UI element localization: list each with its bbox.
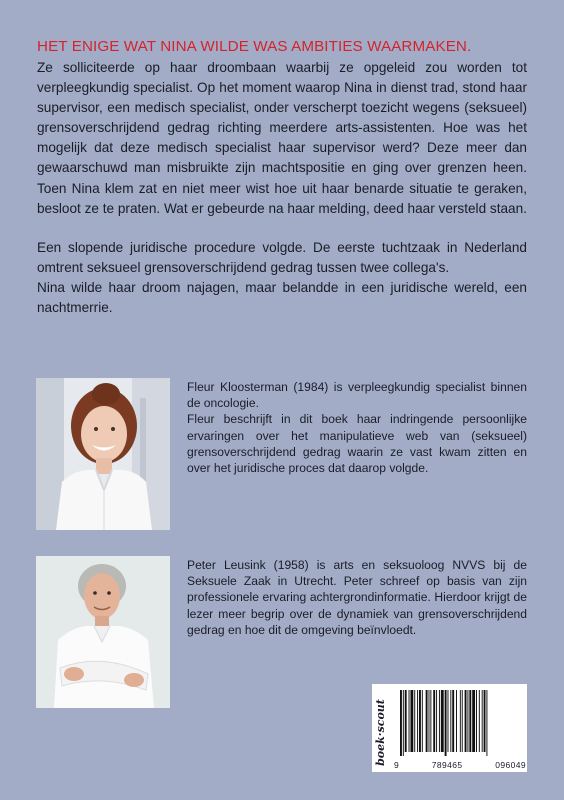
author-photo-fleur (36, 378, 170, 530)
isbn-number (394, 760, 526, 770)
isbn-digit-group-2: 096049 (495, 760, 526, 770)
author-portrait-2 (36, 556, 170, 708)
author1-bio-line-1: Fleur Kloosterman (1984) is verpleegkundig specialist binnen de oncologie. (187, 380, 527, 411)
publisher-name: boek·scout (373, 698, 387, 766)
author-bio-peter (187, 557, 527, 638)
author-photo-peter (36, 556, 170, 708)
blurb-paragraph-2: Een slopende juridische procedure volgde. De eerste tuchtzaak in Nederland omtrent seksueel grensoverschrijdend gedrag tussen twee collega's. (37, 239, 527, 275)
blurb-paragraph-3: Nina wilde haar droom najagen, maar belandde in een juridische wereld, een nachtmerrie. (37, 279, 527, 316)
isbn-digit-prefix: 9 (394, 760, 400, 770)
blurb-paragraph-1: Ze solliciteerde op haar droombaan waarbij ze opgeleid zou worden tot verpleegkundig specialist. Op het moment waarop Nina in dienst trad, stond haar supervisor, een medisch specialist, onder verscherpt toezicht wegens (seksueel) grensoverschrijdend gedrag richting meerdere arts-assistenten. Hoe was het mogelijk dat deze medisch specialist haar supervisor werd? Deze meer dan gewaarschuwd man misbruikte zijn machtspositie en ging over grenzen heen. Toen Nina klem zat en niet meer wist hoe uit haar benarde situatie te geraken, besloot ze te praten. Wat er gebeurde na haar melding, deed haar versteld staan. (37, 60, 527, 216)
author1-bio-line-2: Fleur beschrijft in dit boek haar indringende persoonlijke ervaringen over het manipulatieve web van (seksueel) grensoverschrijdend gedrag waarin ze vast kwam zitten en over het juridische proces dat daarop volgde. (187, 412, 527, 476)
author2-bio: Peter Leusink (1958) is arts en seksuoloog NVVS bij de Seksuele Zaak in Utrecht. Peter schreef op basis van zijn professionele ervaring achtergrondinformatie. Hierdoor krijgt de lezer meer begrip over de dynamiek van grensoverschrijdend gedrag en hoe dit de omgeving beïnvloedt. (187, 558, 527, 637)
author-portrait-1 (36, 378, 170, 530)
barcode-icon (400, 690, 524, 756)
isbn-digit-group-1: 789465 (431, 760, 463, 770)
publisher-logo (368, 694, 392, 770)
back-cover-headline: HET ENIGE WAT NINA WILDE WAS AMBITIES WAARMAKEN. (37, 38, 472, 55)
author-bio-fleur (187, 379, 527, 476)
back-cover-blurb (37, 58, 527, 318)
